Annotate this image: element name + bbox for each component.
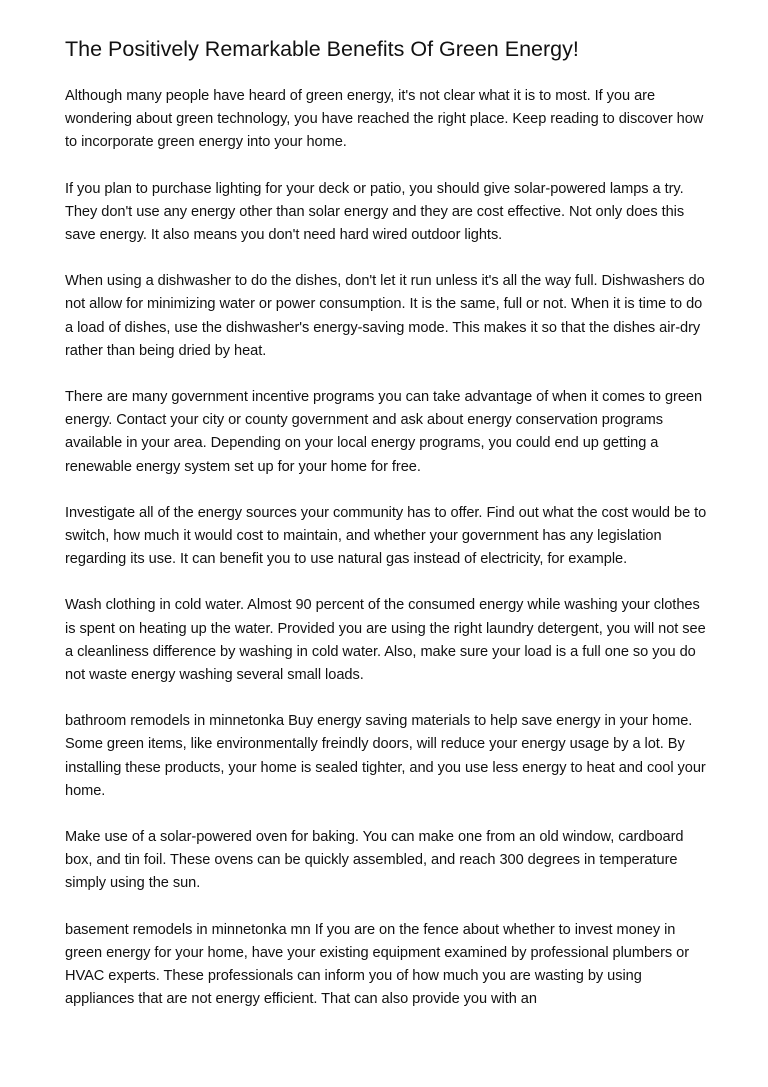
paragraph-basement-remodels: basement remodels in minnetonka mn If you are on the fence about whether to invest money in green energy for your home, have your existing equipment examined by professional plumbers or HVAC experts. These professionals can inform you of how much you are wasting by using appliances that are not energy efficient. That can also provide you with an [65, 921, 690, 1008]
page-title: The Positively Remarkable Benefits Of Green Energy! [65, 37, 579, 61]
paragraph-dishwasher: When using a dishwasher to do the dishes, don't let it run unless it's all the way full. Dishwashers do not allow for minimizing water or power consumption. It is the same, full or not. When it is time to do a load of dishes, use the dishwasher's energy-saving mode. This makes it so that the dishes air-dry rather than being dried by heat. [65, 273, 705, 359]
document-page [65, 33, 710, 1035]
paragraph-intro: Although many people have heard of green energy, it's not clear what it is to most. If you are wondering about green technology, you have reached the right place. Keep reading to discover how to incorporate green energy into your home. [65, 88, 704, 151]
paragraph-energy-sources: Investigate all of the energy sources your community has to offer. Find out what the cost would be to switch, how much it would cost to maintain, and whether your government has any legislation regarding its use. It can benefit you to use natural gas instead of electricity, for example. [65, 504, 707, 568]
paragraph-cold-water: Wash clothing in cold water. Almost 90 percent of the consumed energy while washing your clothes is spent on heating up the water. Provided you are using the right laundry detergent, you will not see a cleanliness difference by washing in cold water. Also, make sure your load is a full one so you do not waste energy washing several small loads. [65, 597, 706, 684]
paragraph-incentive-programs: There are many government incentive programs you can take advantage of when it comes to green energy. Contact your city or county government and ask about energy conservation programs available in your area. Depending on your local energy programs, you could end up getting a renewable energy system set up for your home for free. [65, 389, 703, 475]
paragraph-bathroom-remodels: bathroom remodels in minnetonka Buy energy saving materials to help save energy in your home. Some green items, like environmentally freindly doors, will reduce your energy usage by a lot. By installing these products, your home is sealed tighter, and you use less energy to heat and cool your home. [65, 713, 706, 799]
paragraph-solar-lamps: If you plan to purchase lighting for your deck or patio, you should give solar-powered lamps a try. They don't use any energy other than solar energy and they are cost effective. Not only does this save energy. It also means you don't need hard wired outdoor lights. [65, 180, 685, 244]
paragraph-solar-oven: Make use of a solar-powered oven for baking. You can make one from an old window, cardboard box, and tin foil. These ovens can be quickly assembled, and reach 300 degrees in temperature simply using the sun. [65, 829, 684, 892]
